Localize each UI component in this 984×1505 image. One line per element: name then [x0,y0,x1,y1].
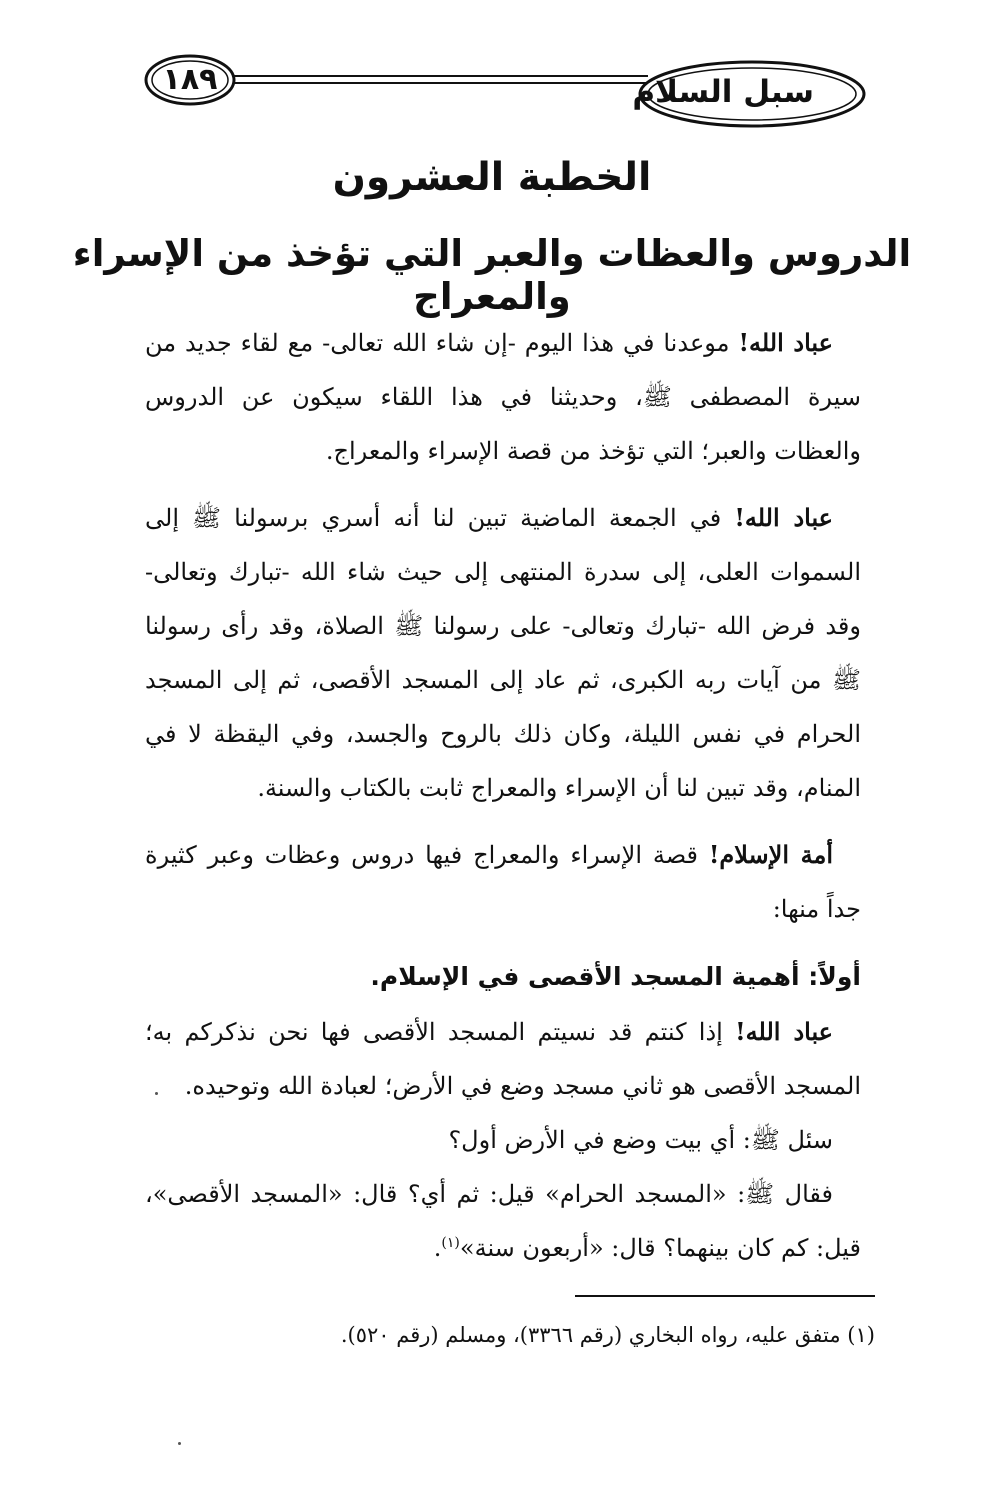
paragraph-end: . [433,1234,442,1262]
paragraph-2 [145,491,861,815]
page-number: ١٨٩ [162,62,218,97]
footnote-reference[interactable]: (١) [441,1235,460,1251]
paragraph-6 [145,1167,861,1275]
chapter-title: الخطبة العشرون [332,155,652,200]
running-header [140,50,872,132]
paragraph-text: في الجمعة الماضية تبين لنا أنه أسري برسولنا ﷺ إلى السموات العلى، إلى سدرة المنتهى إلى حيث شاء الله -تبارك وتعالى- وقد فرض الله -تبارك وتعالى- على رسولنا ﷺ الصلاة، وقد رأى رسولنا ﷺ من آيات ربه الكبرى، ثم عاد إلى المسجد الأقصى، ثم إلى المسجد الحرام في نفس الليلة، وكان ذلك بالروح والجسد، وفي اليقظة لا في المنام، وقد تبين لنا أن الإسراء والمعراج ثابت بالكتاب والسنة. [145,504,861,802]
scan-speck [155,1092,158,1095]
footnote: (١) متفق عليه، رواه البخاري (رقم ٣٣٦٦)، ومسلم (رقم ٥٢٠). [340,1323,875,1347]
paragraph-lead: عباد الله! [735,1017,834,1046]
section-heading: أولاً: أهمية المسجد الأقصى في الإسلام. [370,962,861,991]
paragraph-text: إذا كنتم قد نسيتم المسجد الأقصى فها نحن نذكركم به؛ المسجد الأقصى هو ثاني مسجد وضع في الأرض؛ لعبادة الله وتوحيده. [145,1018,861,1100]
paragraph-text: فقال ﷺ: «المسجد الحرام» قيل: ثم أي؟ قال: «المسجد الأقصى»، قيل: كم كان بينهما؟ قال: «أربعون سنة» [145,1180,861,1262]
paragraph-lead: عباد الله! [734,503,834,532]
paragraph-lead: عباد الله! [738,328,833,357]
paragraph-text: موعدنا في هذا اليوم -إن شاء الله تعالى- مع لقاء جديد من سيرة المصطفى ﷺ، وحديثنا في هذا اللقاء سيكون عن الدروس والعظات والعبر؛ التي تؤخذ من قصة الإسراء والمعراج. [145,329,861,465]
paragraph-text: سئل ﷺ: أي بيت وضع في الأرض أول؟ [448,1126,833,1154]
book-title: سبل السلام [632,74,814,110]
paragraph-3 [145,828,861,936]
scan-speck [178,1442,181,1445]
paragraph-text: قصة الإسراء والمعراج فيها دروس وعظات وعبر كثيرة جداً منها: [145,841,861,923]
paragraph-lead: أمة الإسلام! [708,840,833,869]
chapter-subtitle: الدروس والعظات والعبر التي تؤخذ من الإسراء والمعراج [72,232,912,318]
paragraph-4 [145,1005,861,1113]
footnote-divider [575,1295,875,1297]
paragraph-5 [145,1113,861,1167]
body-text [145,316,861,1275]
paragraph-1 [145,316,861,478]
